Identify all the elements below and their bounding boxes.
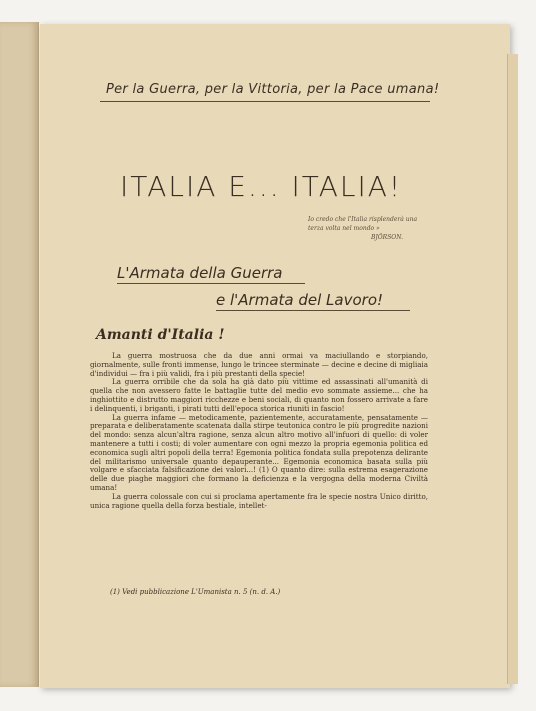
paragraph: La guerra infame — metodicamente, pazientemente, accuratamente, pensatamente — preparata e deliberatamente scatenata dalla stirpe teutonica contro le più progredite nazioni del mondo: senza alcun'altra ragione, senza alcun altro motivo all'infuori di quello: di voler mantenere a tutti i costi; di voler aumentare con ogni mezzo la propria egemonia politica ed economica sugli altri popoli della terra! Egemonia politica fondata sulla prepotenza delirante del militarismo universale quanto depauperante... Egemonia economica basata sulla più volgare e sfacciata falsificazione dei valori...! (1) O quanto dire: sulla estrema esagerazione delle due piaghe maggiori che formano la deficienza e la vergogna della moderna Civiltà umana! bbox=[90, 412, 428, 492]
epigraph-text: Io credo che l'Italia risplenderà una terza volta nel mondo » bbox=[308, 216, 418, 232]
subtitle-line-1-underline bbox=[117, 283, 305, 284]
previous-page-edge bbox=[0, 22, 39, 687]
subtitle-line-2: e l'Armata del Lavoro! bbox=[216, 291, 384, 309]
page-title: ITALIA E... ITALIA! bbox=[120, 170, 403, 203]
paragraph: La guerra orribile che da sola ha già dato più vittime ed assassinati all'umanità di quella che non avessero fatte le battaglie tutte del medio evo sommate assieme... che ha inghiottito e distrutto maggiori ricchezze e beni sociali, di quanto non fossero arrivate a fare i delinquenti, i briganti, i pirati tutti dell'epoca storica riuniti in fascio! bbox=[90, 377, 428, 413]
section-heading: Amanti d'Italia ! bbox=[96, 327, 225, 343]
footnote: (1) Vedi pubblicazione L'Umanista n. 5 (n. d. A.) bbox=[110, 588, 281, 596]
header-motto: Per la Guerra, per la Vittoria, per la Pace umana! bbox=[106, 82, 440, 97]
motto-underline bbox=[100, 101, 430, 102]
epigraph-author: BJÖRSON. bbox=[370, 234, 403, 241]
body-text bbox=[90, 352, 428, 510]
subtitle-line-1: L'Armata della Guerra bbox=[117, 264, 283, 282]
paragraph: La guerra colossale con cui si proclama apertamente fra le specie nostra Unico diritto, unica ragione quella della forza bestiale, intellet- bbox=[90, 491, 428, 510]
epigraph bbox=[308, 215, 433, 242]
subtitle-line-2-underline bbox=[216, 310, 410, 311]
paragraph: La guerra mostruosa che da due anni ormai va maciullando e storpiando, giornalmente, sulle fronti immense, lungo le trincee sterminate — decine e decine di migliaia d'individui — fra i più validi, fra i più prestanti della specie! bbox=[90, 351, 428, 378]
